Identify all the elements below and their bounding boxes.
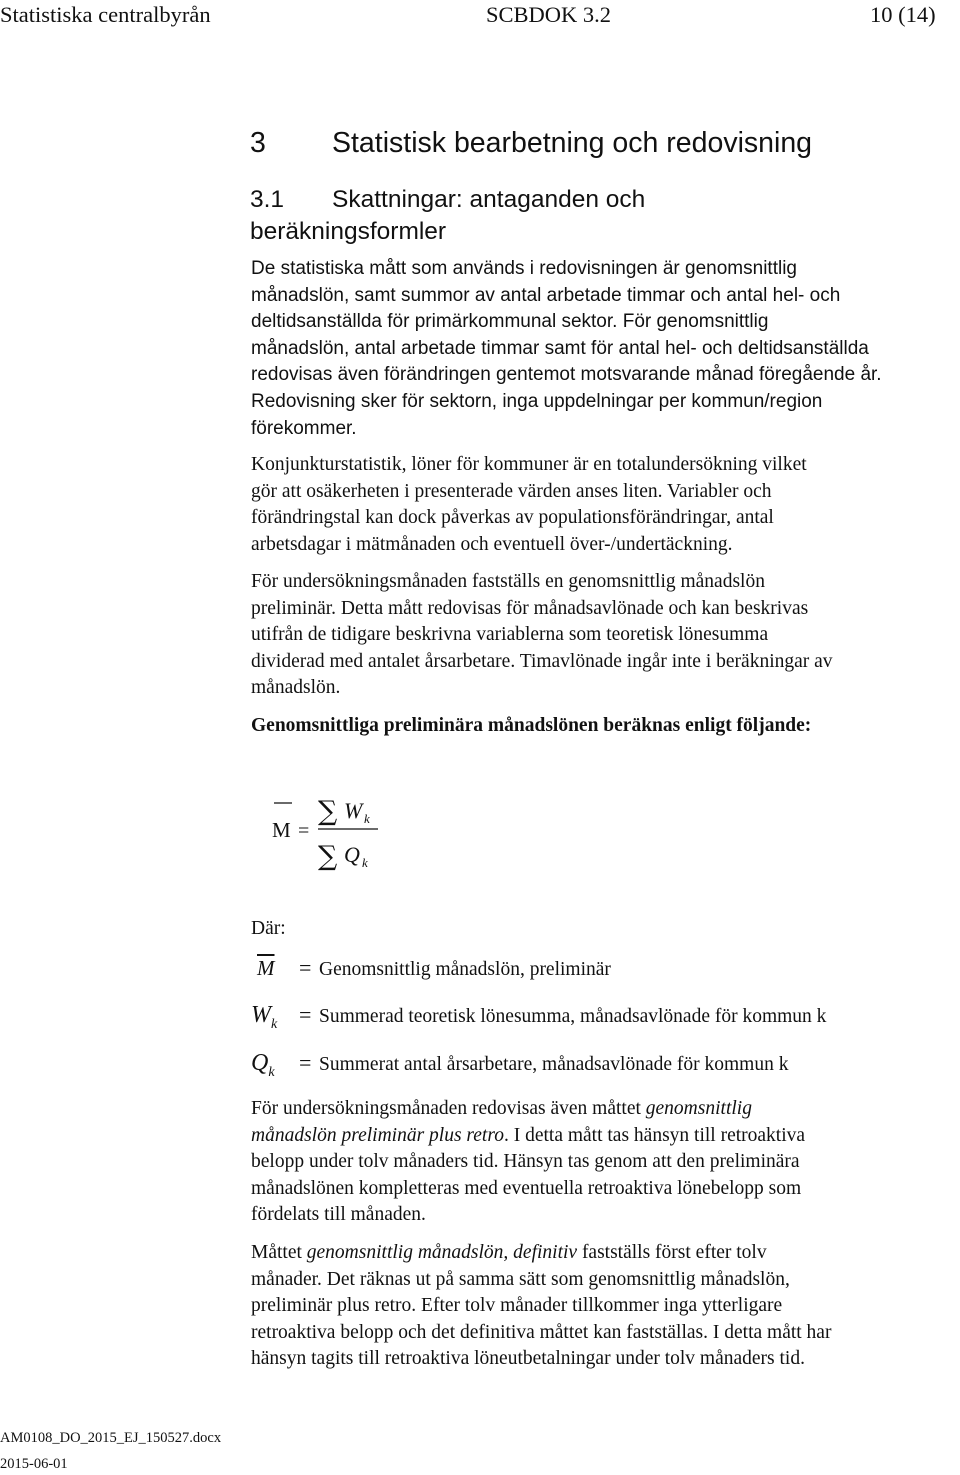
- header-page-number: 10 (14): [870, 2, 936, 27]
- paragraph-line: månadslön, samt summor av antal arbetade timmar och antal hel- och: [251, 284, 841, 306]
- paragraph-line: förändringstal kan dock påverkas av populationsförändringar, antal: [251, 507, 774, 529]
- definition-symbol: $\overline{M}$: [257, 956, 275, 980]
- paragraph-line: preliminär plus retro. Efter tolv månader tillkommer inga ytterligare: [251, 1295, 783, 1317]
- formula-subscript: k: [362, 855, 368, 870]
- definition-equals: =: [299, 1002, 312, 1027]
- paragraph-line: arbetsdagar i mätmånaden och eventuell över-/undertäckning.: [251, 533, 733, 555]
- formula-heading: Genomsnittliga preliminära månadslönen beräknas enligt följande:: [251, 715, 812, 736]
- paragraph-line: redovisas även förändringen gentemot motsvarande månad föregående år.: [251, 364, 882, 386]
- paragraph-line: dividerad med antalet årsarbetare. Timavlönade ingår inte i beräkningar av: [251, 650, 833, 672]
- paragraph-line: För undersökningsmånaden redovisas även måttet genomsnittlig: [251, 1098, 752, 1119]
- footer-date: 2015-06-01: [0, 1456, 68, 1472]
- subsection-heading: [250, 184, 645, 248]
- formula-lhs: M: [272, 818, 291, 842]
- footer-filename: AM0108_DO_2015_EJ_150527.docx: [0, 1430, 222, 1446]
- header-org: Statistiska centralbyrån: [0, 2, 211, 27]
- formula-numerator: W: [344, 798, 363, 823]
- paragraph-line: retroaktiva belopp och det definitiva måttet kan fastställas. I detta mått har: [251, 1321, 832, 1343]
- paragraph-line: utifrån de tidigare beskrivna variablerna som teoretisk lönesumma: [251, 624, 769, 646]
- paragraph-line: För undersökningsmånaden fastställs en genomsnittlig månadslön: [251, 571, 765, 592]
- definition-equals: =: [299, 1050, 312, 1075]
- paragraph-3: [251, 569, 956, 702]
- paragraph-line: preliminär. Detta mått redovisas för månadsavlönade och kan beskrivas: [251, 597, 809, 619]
- paragraph-line: månadslön preliminär plus retro. I detta mått tas hänsyn till retroaktiva: [251, 1124, 806, 1146]
- formula-equals: =: [298, 820, 310, 842]
- definition-symbol: $Q_k$: [251, 1050, 275, 1080]
- paragraph-line: Måttet genomsnittlig månadslön, definitiv fastställs först efter tolv: [251, 1242, 767, 1263]
- paragraph-line: belopp under tolv månaders tid. Hänsyn tas genom att den preliminära: [251, 1151, 800, 1173]
- paragraph-line: De statistiska mått som används i redovisningen är genomsnittlig: [251, 258, 797, 279]
- subsection-number: 3.1: [250, 186, 285, 213]
- section-number: 3: [250, 127, 266, 159]
- definition-row: [251, 955, 611, 981]
- sum-symbol: ∑: [318, 796, 338, 827]
- paragraph-4: [251, 1096, 956, 1229]
- paragraph-line: fördelats till månaden.: [251, 1204, 426, 1226]
- paragraph-line: hänsyn tagits till retroaktiva löneutbetalningar under tolv månaders tid.: [251, 1348, 805, 1370]
- paragraph-line: månadslön.: [251, 677, 341, 699]
- section-title: Statistisk bearbetning och redovisning: [332, 127, 813, 159]
- paragraph-5: [251, 1240, 956, 1373]
- header-doc-id: SCBDOK 3.2: [486, 2, 612, 27]
- formula-subscript: k: [364, 811, 370, 826]
- definition-text: Summerat antal årsarbetare, månadsavlönade för kommun k: [319, 1054, 789, 1075]
- definition-row: [251, 1050, 788, 1081]
- sum-symbol: ∑: [318, 841, 338, 872]
- paragraph-line: månadslön, antal arbetade timmar samt för antal hel- och deltidsanställda: [251, 337, 869, 359]
- subsection-title-line1: Skattningar: antaganden och: [332, 186, 646, 213]
- paragraph-1: [251, 256, 956, 442]
- paragraph-line: gör att osäkerheten i presenterade värden anses liten. Variabler och: [251, 480, 772, 502]
- paragraph-line: Redovisning sker för sektorn, inga uppdelningar per kommun/region: [251, 390, 823, 412]
- definition-row: [251, 1002, 826, 1033]
- paragraph-line: månader. Det räknas ut på samma sätt som genomsnittlig månadslön,: [251, 1268, 790, 1290]
- definition-text: Summerad teoretisk lönesumma, månadsavlönade för kommun k: [319, 1006, 827, 1027]
- paragraph-line: deltidsanställda för primärkommunal sektor. För genomsnittlig: [251, 311, 769, 333]
- formula: [260, 785, 460, 875]
- paragraph-2: [251, 452, 956, 558]
- paragraph-line: Konjunkturstatistik, löner för kommuner är en totalundersökning vilket: [251, 454, 807, 475]
- definition-symbol: $W_k$: [251, 1002, 278, 1032]
- definition-equals: =: [299, 955, 312, 980]
- formula-denominator: Q: [344, 842, 360, 867]
- where-label: Där:: [251, 918, 286, 939]
- definition-text: Genomsnittlig månadslön, preliminär: [319, 959, 611, 980]
- section-heading: [250, 127, 812, 160]
- paragraph-line: förekommer.: [251, 417, 357, 439]
- paragraph-line: månadslönen kompletteras med eventuella retroaktiva lönebelopp som: [251, 1177, 802, 1199]
- subsection-title-line2: beräkningsformler: [250, 218, 447, 245]
